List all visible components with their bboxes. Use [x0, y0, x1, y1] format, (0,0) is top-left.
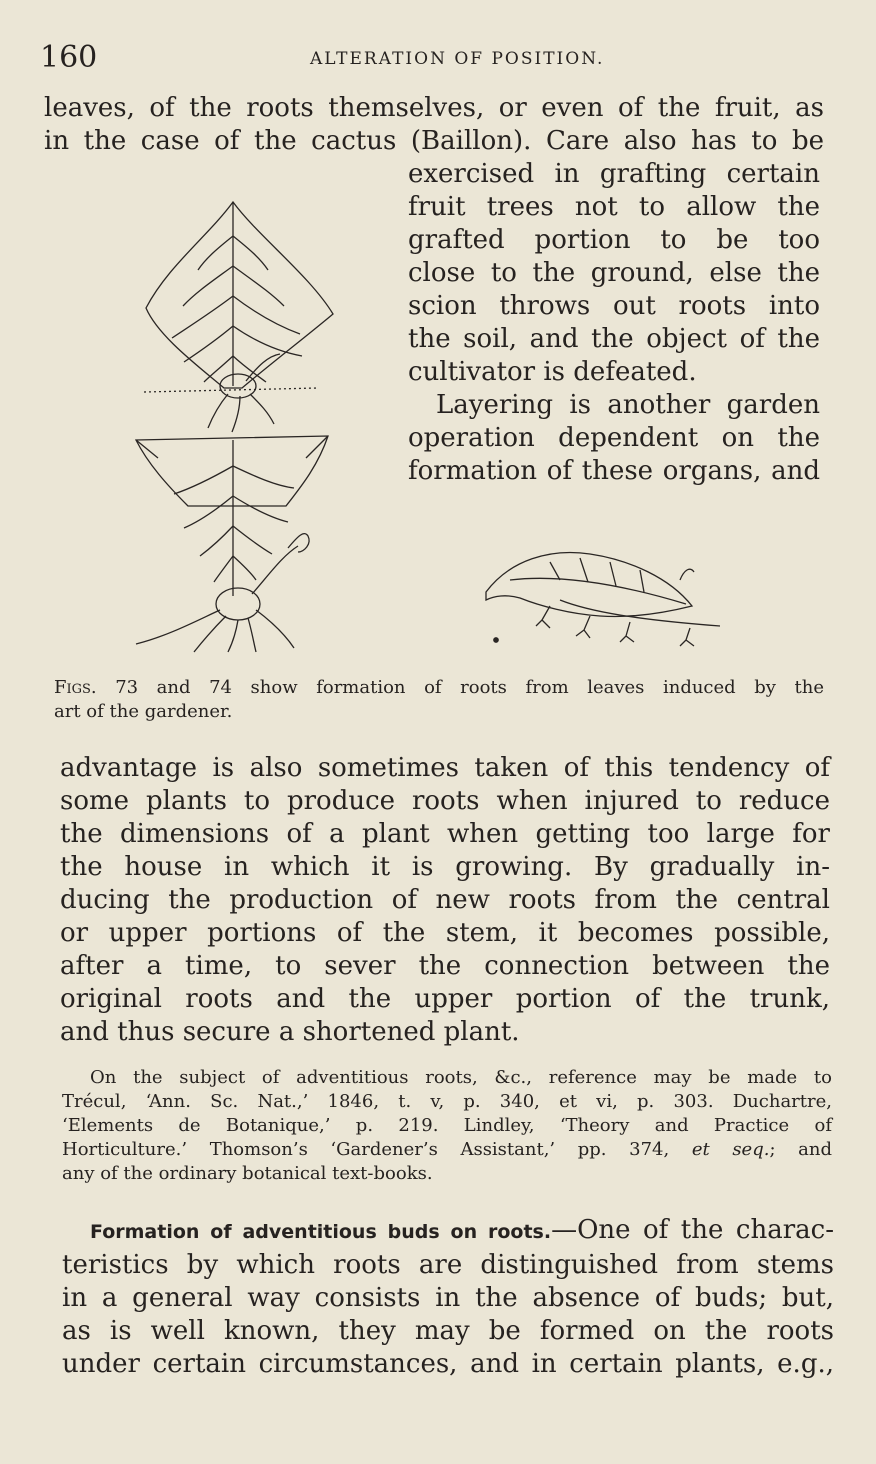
text-line: teristics by which roots are distinguished from stems [62, 1250, 834, 1280]
caption-line: art of the gardener. [54, 701, 233, 722]
et-seq: et seq. [691, 1139, 770, 1160]
main-paragraph [60, 752, 830, 1049]
section-heading: Formation of adventitious buds on roots. [90, 1221, 552, 1243]
text-line [62, 1214, 834, 1249]
text-line: scion throws out roots into [408, 291, 820, 321]
note-line-text: Horticulture.’ Thomson’s ‘Gardener’s Assistant,’ pp. 374, [62, 1139, 670, 1160]
top-paragraph [44, 92, 824, 158]
text-line: or upper portions of the stem, it becomes possible, [60, 918, 830, 948]
text-line: leaves, of the roots themselves, or even of the fruit, as [44, 93, 824, 123]
page-header [40, 38, 820, 78]
heading-continuation: —One of the charac- [551, 1215, 834, 1245]
text-line: after a time, to sever the connection between the [60, 951, 830, 981]
note-line: ‘Elements de Botanique,’ p. 219. Lindley, ‘Theory and Practice of [62, 1115, 832, 1136]
caption-label: Figs. [54, 677, 97, 698]
text-line: exercised in grafting certain [408, 159, 820, 189]
text-line: the dimensions of a plant when getting too large for [60, 819, 830, 849]
note-line-end: ; and [769, 1139, 832, 1160]
text-line: under certain circumstances, and in certain plants, e.g., [62, 1349, 834, 1379]
text-line: grafted portion to be too [408, 225, 820, 255]
text-line: Layering is another garden [436, 390, 820, 420]
text-line: formation of these organs, and [408, 456, 820, 486]
text-line: fruit trees not to allow the [408, 192, 820, 222]
leaf-cutting-with-roots-icon [128, 196, 338, 656]
note-line: Trécul, ‘Ann. Sc. Nat.,’ 1846, t. v, p. 340, et vi, p. 303. Duchartre, [62, 1091, 832, 1112]
text-line: in a general way consists in the absence of buds; but, [62, 1283, 834, 1313]
text-line: close to the ground, else the [408, 258, 820, 288]
right-column-paragraph [408, 158, 820, 488]
note-line: any of the ordinary botanical text-books. [62, 1163, 433, 1184]
text-line: the soil, and the object of the [408, 324, 820, 354]
text-line: cultivator is defeated. [408, 357, 697, 387]
running-head: ALTERATION OF POSITION. [310, 49, 605, 69]
note-line: On the subject of adventitious roots, &c., reference may be made to [90, 1067, 832, 1088]
text-line: in the case of the cactus (Baillon). Care also has to be [44, 126, 824, 156]
text-line: ducing the production of new roots from the central [60, 885, 830, 915]
text-line: some plants to produce roots when injured to reduce [60, 786, 830, 816]
page-number: 160 [40, 40, 98, 75]
footnote-references [62, 1066, 832, 1186]
text-line: original roots and the upper portion of the trunk, [60, 984, 830, 1014]
layered-leaf-with-roots-icon [480, 540, 730, 650]
caption-line [54, 676, 824, 700]
figure-caption [54, 676, 824, 724]
text-line: as is well known, they may be formed on the roots [62, 1316, 834, 1346]
text-line: and thus secure a shortened plant. [60, 1017, 520, 1047]
caption-text: 73 and 74 show formation of roots from leaves induced by the [96, 677, 824, 698]
note-line [62, 1138, 832, 1162]
text-line: advantage is also sometimes taken of this tendency of [60, 753, 830, 783]
text-line: the house in which it is growing. By gradually in- [60, 852, 830, 882]
bottom-paragraph [62, 1214, 834, 1381]
text-line: operation dependent on the [408, 423, 820, 453]
